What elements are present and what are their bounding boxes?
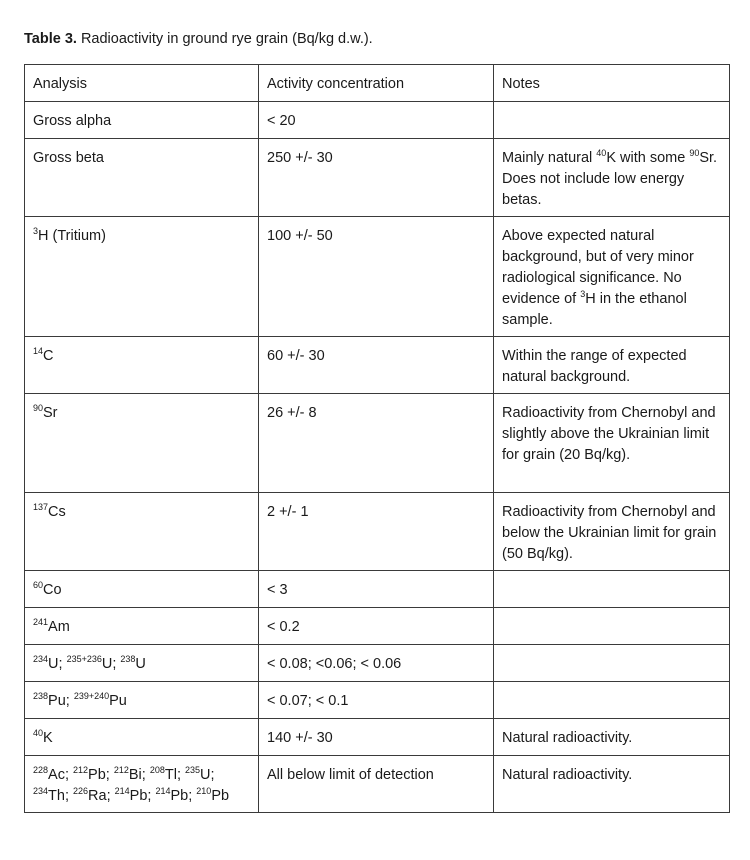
isotope-mass-number: 226: [73, 786, 89, 796]
activity-cell: < 0.07; < 0.1: [259, 682, 494, 719]
activity-cell: 2 +/- 1: [259, 493, 494, 571]
isotope-mass-number: 235+236: [66, 654, 102, 664]
activity-cell: 140 +/- 30: [259, 719, 494, 756]
notes-cell: Above expected natural background, but of very minor radiological significance. No evidence of $^3$H in the ethanol sample.: [494, 217, 730, 337]
isotope-mass-number: 214: [155, 786, 171, 796]
isotope-mass-number: 234: [33, 786, 49, 796]
table-row: [25, 217, 730, 337]
isotope-mass-number: 137: [33, 502, 49, 512]
isotope-mass-number: 90: [33, 403, 44, 413]
activity-cell: < 3: [259, 571, 494, 608]
isotope-mass-number: 40: [596, 148, 607, 158]
isotope-mass-number: 212: [73, 765, 89, 775]
header-notes: Notes: [494, 65, 730, 102]
table-row: [25, 608, 730, 645]
isotope-mass-number: 90: [689, 148, 700, 158]
isotope-mass-number: 234: [33, 654, 49, 664]
activity-cell: 100 +/- 50: [259, 217, 494, 337]
analysis-cell: $^{40}$K: [25, 719, 259, 756]
header-activity: Activity concentration: [259, 65, 494, 102]
table-caption: [24, 30, 373, 48]
table-row: [25, 571, 730, 608]
table-row: [25, 139, 730, 217]
analysis-cell: $^{228}$Ac; $^{212}$Pb; $^{212}$Bi; $^{208}$Tl; $^{235}$U; $^{234}$Th; $^{226}$Ra; $^{214}$Pb; $^{214}$Pb; $^{210}$Pb: [25, 756, 259, 813]
header-row: [25, 65, 730, 102]
notes-cell: Radioactivity from Chernobyl and slightly above the Ukrainian limit for grain (20 Bq/kg).: [494, 394, 730, 493]
analysis-cell: $^{238}$Pu; $^{239+240}$Pu: [25, 682, 259, 719]
isotope-mass-number: 241: [33, 617, 49, 627]
isotope-mass-number: 60: [33, 580, 44, 590]
isotope-mass-number: 228: [33, 765, 49, 775]
analysis-cell: Gross beta: [25, 139, 259, 217]
notes-cell: [494, 102, 730, 139]
analysis-cell: $^{241}$Am: [25, 608, 259, 645]
notes-cell: Radioactivity from Chernobyl and below the Ukrainian limit for grain (50 Bq/kg).: [494, 493, 730, 571]
activity-cell: < 20: [259, 102, 494, 139]
analysis-cell: $^{137}$Cs: [25, 493, 259, 571]
isotope-mass-number: 3: [580, 289, 586, 299]
notes-cell: [494, 571, 730, 608]
notes-cell: [494, 682, 730, 719]
table-row: [25, 493, 730, 571]
isotope-mass-number: 14: [33, 346, 44, 356]
table-row: [25, 756, 730, 813]
table-row: [25, 102, 730, 139]
analysis-cell: $^{234}$U; $^{235+236}$U; $^{238}$U: [25, 645, 259, 682]
isotope-mass-number: 40: [33, 728, 44, 738]
analysis-cell: $^{14}$C: [25, 337, 259, 394]
analysis-cell: Gross alpha: [25, 102, 259, 139]
header-analysis: Analysis: [25, 65, 259, 102]
isotope-mass-number: 238: [33, 691, 49, 701]
analysis-cell: $^{90}$Sr: [25, 394, 259, 493]
isotope-mass-number: 238: [120, 654, 136, 664]
activity-cell: < 0.08; <0.06; < 0.06: [259, 645, 494, 682]
notes-cell: Mainly natural $^{40}$K with some $^{90}$Sr. Does not include low energy betas.: [494, 139, 730, 217]
notes-cell: Natural radioactivity.: [494, 756, 730, 813]
notes-cell: [494, 608, 730, 645]
table-row: [25, 394, 730, 493]
isotope-mass-number: 208: [149, 765, 165, 775]
table-body: [25, 102, 730, 813]
activity-cell: 60 +/- 30: [259, 337, 494, 394]
notes-cell: Within the range of expected natural background.: [494, 337, 730, 394]
activity-cell: 250 +/- 30: [259, 139, 494, 217]
caption-text: Radioactivity in ground rye grain (Bq/kg d.w.).: [76, 31, 373, 47]
isotope-mass-number: 239+240: [73, 691, 110, 701]
analysis-cell: $^{60}$Co: [25, 571, 259, 608]
table-row: [25, 337, 730, 394]
notes-cell: Natural radioactivity.: [494, 719, 730, 756]
isotope-mass-number: 3: [33, 226, 39, 236]
activity-cell: < 0.2: [259, 608, 494, 645]
activity-cell: All below limit of detection: [259, 756, 494, 813]
activity-cell: 26 +/- 8: [259, 394, 494, 493]
notes-cell: [494, 645, 730, 682]
isotope-mass-number: 212: [113, 765, 129, 775]
isotope-mass-number: 214: [114, 786, 130, 796]
isotope-mass-number: 210: [196, 786, 212, 796]
isotope-mass-number: 235: [185, 765, 201, 775]
table-row: [25, 719, 730, 756]
analysis-cell: $^3$H (Tritium): [25, 217, 259, 337]
table-header: [25, 65, 730, 102]
caption-label: Table 3.: [24, 31, 77, 47]
table-row: [25, 645, 730, 682]
table-row: [25, 682, 730, 719]
radioactivity-table: [24, 64, 730, 813]
